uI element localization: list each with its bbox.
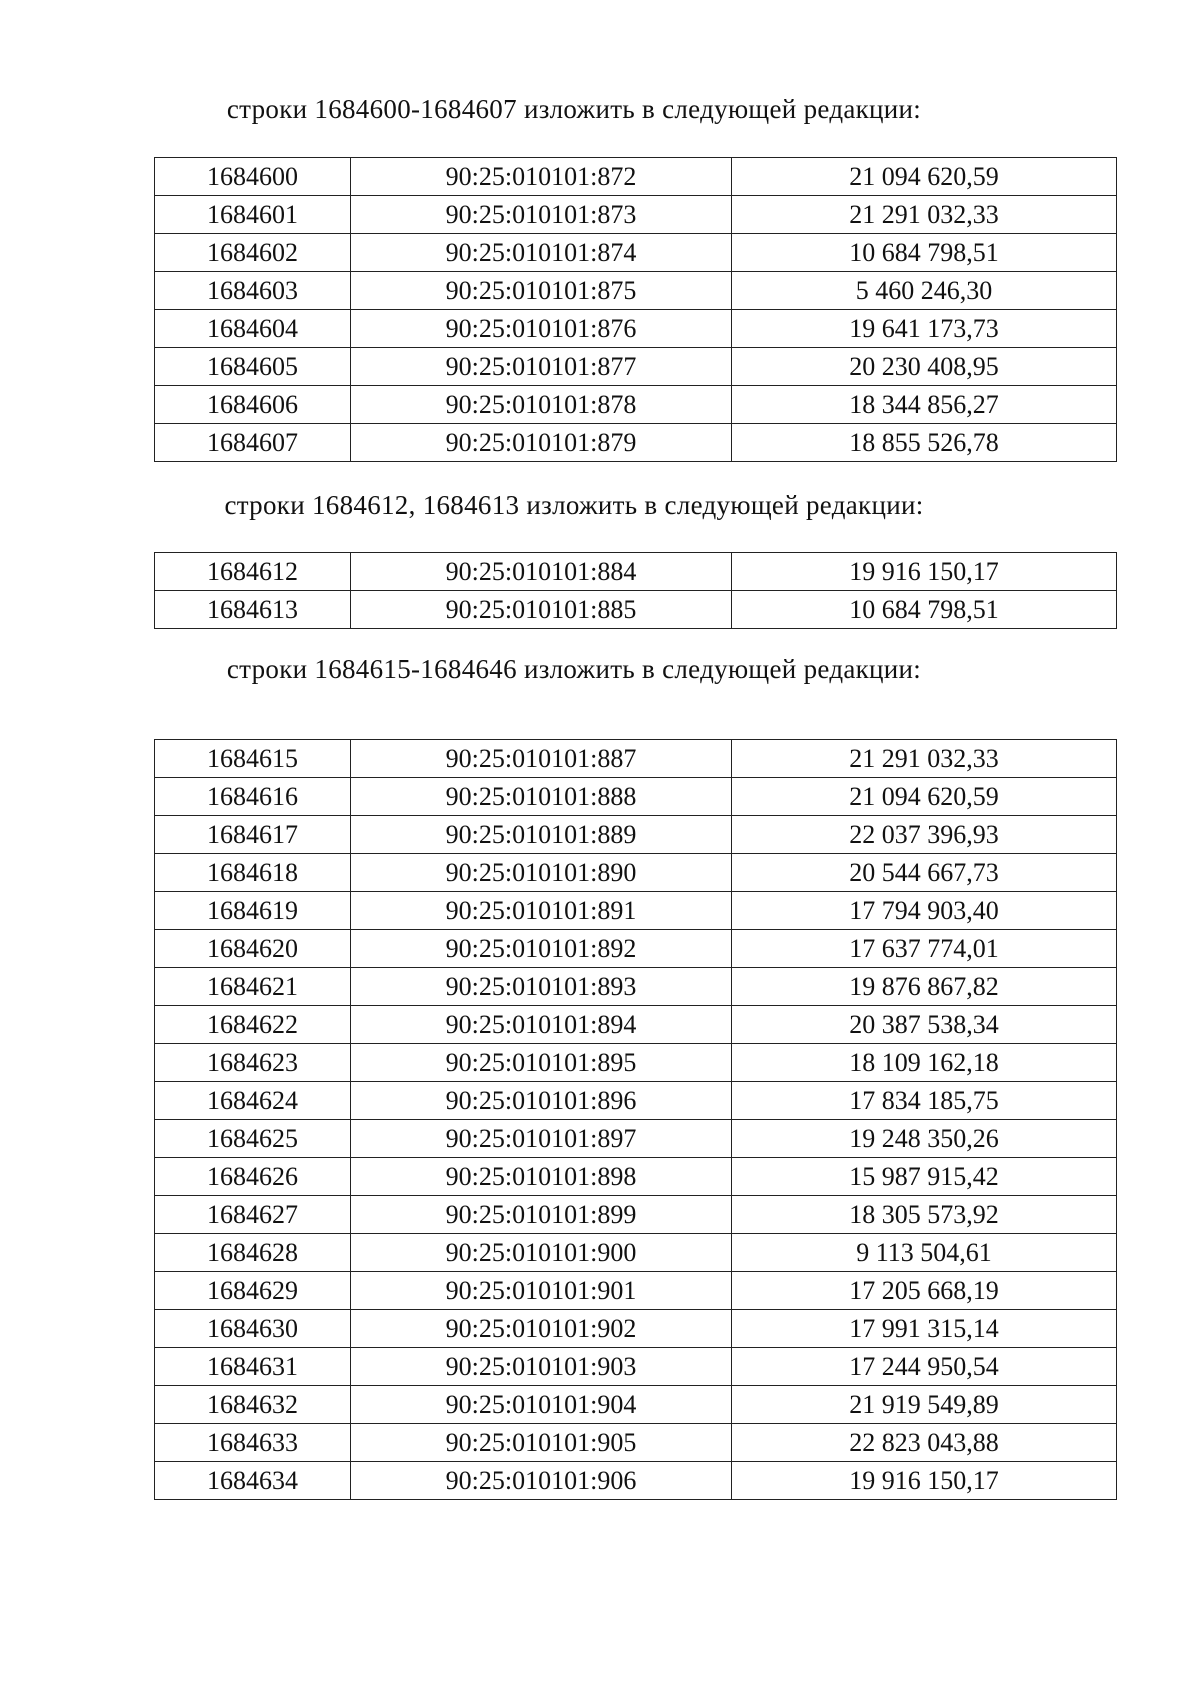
value-cell: 15 987 915,42: [732, 1158, 1117, 1196]
table-row: [155, 968, 1117, 1006]
cadastral-number-cell: 90:25:010101:905: [351, 1424, 732, 1462]
row-number-cell: 1684624: [155, 1082, 351, 1120]
row-number-cell: 1684623: [155, 1044, 351, 1082]
value-cell: 21 919 549,89: [732, 1386, 1117, 1424]
cadastral-number-cell: 90:25:010101:895: [351, 1044, 732, 1082]
table-row: [155, 1196, 1117, 1234]
table-row: [155, 196, 1117, 234]
cadastral-number-cell: 90:25:010101:887: [351, 740, 732, 778]
row-number-cell: 1684603: [155, 272, 351, 310]
cadastral-number-cell: 90:25:010101:879: [351, 424, 732, 462]
cadastral-number-cell: 90:25:010101:903: [351, 1348, 732, 1386]
table-row: [155, 234, 1117, 272]
value-cell: 21 094 620,59: [732, 778, 1117, 816]
row-number-cell: 1684622: [155, 1006, 351, 1044]
row-number-cell: 1684612: [155, 553, 351, 591]
table-row: [155, 1234, 1117, 1272]
table-row: [155, 1044, 1117, 1082]
row-number-cell: 1684620: [155, 930, 351, 968]
cadastral-number-cell: 90:25:010101:896: [351, 1082, 732, 1120]
table-row: [155, 1158, 1117, 1196]
row-number-cell: 1684601: [155, 196, 351, 234]
cadastral-number-cell: 90:25:010101:877: [351, 348, 732, 386]
value-cell: 18 855 526,78: [732, 424, 1117, 462]
cadastral-number-cell: 90:25:010101:906: [351, 1462, 732, 1500]
value-cell: 9 113 504,61: [732, 1234, 1117, 1272]
value-cell: 19 876 867,82: [732, 968, 1117, 1006]
row-number-cell: 1684602: [155, 234, 351, 272]
value-cell: 5 460 246,30: [732, 272, 1117, 310]
row-number-cell: 1684628: [155, 1234, 351, 1272]
row-number-cell: 1684625: [155, 1120, 351, 1158]
table-row: [155, 1310, 1117, 1348]
value-cell: 10 684 798,51: [732, 234, 1117, 272]
cadastral-number-cell: 90:25:010101:900: [351, 1234, 732, 1272]
value-cell: 21 094 620,59: [732, 158, 1117, 196]
row-number-cell: 1684630: [155, 1310, 351, 1348]
cadastral-number-cell: 90:25:010101:892: [351, 930, 732, 968]
value-cell: 20 387 538,34: [732, 1006, 1117, 1044]
row-number-cell: 1684619: [155, 892, 351, 930]
table-row: [155, 1120, 1117, 1158]
row-number-cell: 1684600: [155, 158, 351, 196]
table-row: [155, 1424, 1117, 1462]
table-row: [155, 1348, 1117, 1386]
cadastral-number-cell: 90:25:010101:902: [351, 1310, 732, 1348]
value-cell: 10 684 798,51: [732, 591, 1117, 629]
data-table-3: [154, 739, 1117, 1500]
row-number-cell: 1684634: [155, 1462, 351, 1500]
cadastral-number-cell: 90:25:010101:876: [351, 310, 732, 348]
section-heading-3: строки 1684615-1684646 изложить в следующей редакции:: [226, 654, 922, 684]
cadastral-number-cell: 90:25:010101:901: [351, 1272, 732, 1310]
table-row: [155, 892, 1117, 930]
row-number-cell: 1684627: [155, 1196, 351, 1234]
row-number-cell: 1684632: [155, 1386, 351, 1424]
table-row: [155, 348, 1117, 386]
table-row: [155, 816, 1117, 854]
value-cell: 21 291 032,33: [732, 740, 1117, 778]
cadastral-number-cell: 90:25:010101:889: [351, 816, 732, 854]
value-cell: 17 794 903,40: [732, 892, 1117, 930]
value-cell: 19 916 150,17: [732, 553, 1117, 591]
value-cell: 17 637 774,01: [732, 930, 1117, 968]
table-row: [155, 310, 1117, 348]
table-row: [155, 1006, 1117, 1044]
row-number-cell: 1684626: [155, 1158, 351, 1196]
cadastral-number-cell: 90:25:010101:893: [351, 968, 732, 1006]
section-heading-1: строки 1684600-1684607 изложить в следующей редакции:: [226, 94, 922, 124]
table-row: [155, 386, 1117, 424]
table-row: [155, 778, 1117, 816]
table-row: [155, 158, 1117, 196]
table-row: [155, 930, 1117, 968]
cadastral-number-cell: 90:25:010101:873: [351, 196, 732, 234]
cadastral-number-cell: 90:25:010101:899: [351, 1196, 732, 1234]
value-cell: 19 248 350,26: [732, 1120, 1117, 1158]
value-cell: 17 834 185,75: [732, 1082, 1117, 1120]
row-number-cell: 1684615: [155, 740, 351, 778]
cadastral-number-cell: 90:25:010101:872: [351, 158, 732, 196]
value-cell: 21 291 032,33: [732, 196, 1117, 234]
row-number-cell: 1684606: [155, 386, 351, 424]
value-cell: 20 230 408,95: [732, 348, 1117, 386]
cadastral-number-cell: 90:25:010101:890: [351, 854, 732, 892]
value-cell: 17 991 315,14: [732, 1310, 1117, 1348]
row-number-cell: 1684631: [155, 1348, 351, 1386]
value-cell: 20 544 667,73: [732, 854, 1117, 892]
value-cell: 22 037 396,93: [732, 816, 1117, 854]
table-row: [155, 553, 1117, 591]
row-number-cell: 1684621: [155, 968, 351, 1006]
value-cell: 19 916 150,17: [732, 1462, 1117, 1500]
cadastral-number-cell: 90:25:010101:878: [351, 386, 732, 424]
row-number-cell: 1684613: [155, 591, 351, 629]
row-number-cell: 1684617: [155, 816, 351, 854]
cadastral-number-cell: 90:25:010101:904: [351, 1386, 732, 1424]
data-table-1: [154, 157, 1117, 462]
value-cell: 17 244 950,54: [732, 1348, 1117, 1386]
table-row: [155, 1462, 1117, 1500]
value-cell: 17 205 668,19: [732, 1272, 1117, 1310]
cadastral-number-cell: 90:25:010101:891: [351, 892, 732, 930]
table-row: [155, 272, 1117, 310]
section-heading-2: строки 1684612, 1684613 изложить в следующей редакции:: [224, 490, 924, 520]
cadastral-number-cell: 90:25:010101:875: [351, 272, 732, 310]
row-number-cell: 1684633: [155, 1424, 351, 1462]
value-cell: 18 344 856,27: [732, 386, 1117, 424]
value-cell: 22 823 043,88: [732, 1424, 1117, 1462]
cadastral-number-cell: 90:25:010101:874: [351, 234, 732, 272]
row-number-cell: 1684616: [155, 778, 351, 816]
cadastral-number-cell: 90:25:010101:898: [351, 1158, 732, 1196]
cadastral-number-cell: 90:25:010101:894: [351, 1006, 732, 1044]
row-number-cell: 1684629: [155, 1272, 351, 1310]
table-row: [155, 591, 1117, 629]
value-cell: 18 305 573,92: [732, 1196, 1117, 1234]
cadastral-number-cell: 90:25:010101:897: [351, 1120, 732, 1158]
row-number-cell: 1684605: [155, 348, 351, 386]
data-table-2: [154, 552, 1117, 629]
cadastral-number-cell: 90:25:010101:885: [351, 591, 732, 629]
row-number-cell: 1684607: [155, 424, 351, 462]
table-row: [155, 1082, 1117, 1120]
cadastral-number-cell: 90:25:010101:888: [351, 778, 732, 816]
row-number-cell: 1684604: [155, 310, 351, 348]
cadastral-number-cell: 90:25:010101:884: [351, 553, 732, 591]
table-row: [155, 1386, 1117, 1424]
table-row: [155, 424, 1117, 462]
table-row: [155, 740, 1117, 778]
row-number-cell: 1684618: [155, 854, 351, 892]
value-cell: 18 109 162,18: [732, 1044, 1117, 1082]
table-row: [155, 854, 1117, 892]
table-row: [155, 1272, 1117, 1310]
value-cell: 19 641 173,73: [732, 310, 1117, 348]
